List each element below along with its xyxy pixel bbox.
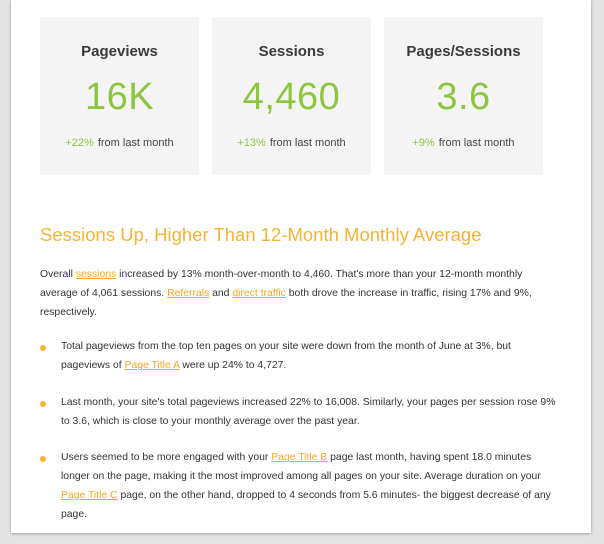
referrals-link[interactable]: Referrals (167, 288, 210, 299)
text-run: Total pageviews from the top ten pages on your site were down from the month of June at 3%, but pageviews of (61, 341, 511, 371)
kpi-value: 16K (84, 76, 155, 118)
bullet-item (61, 448, 561, 524)
page-title-a-link[interactable]: Page Title A (124, 360, 180, 371)
kpi-change (212, 137, 371, 149)
kpi-card-pageviews (40, 17, 199, 175)
kpi-change (40, 137, 199, 149)
intro-paragraph (40, 265, 540, 322)
section-heading: Sessions Up, Higher Than 12-Month Monthly Average (40, 224, 482, 245)
text-run: Users seemed to be more engaged with your (61, 452, 272, 463)
kpi-value: 3.6 (436, 76, 491, 118)
kpi-change-suffix: from last month (97, 137, 174, 149)
kpi-title: Pageviews (81, 43, 158, 60)
kpi-title: Sessions (258, 43, 325, 60)
text-run: page last month, having spent 18.0 minutes longer on the page, making it the most improved among all pages on your site. Average duration on your (61, 452, 541, 482)
kpi-card-pages-per-session (384, 17, 543, 175)
kpi-value: 4,460 (242, 76, 341, 118)
bullet-dot-icon (40, 401, 46, 407)
bullet-dot-icon (40, 456, 46, 462)
sessions-link[interactable]: sessions (75, 269, 117, 280)
kpi-title: Pages/Sessions (406, 43, 521, 60)
kpi-change-suffix: from last month (269, 137, 346, 149)
direct-traffic-link[interactable]: direct traffic (232, 288, 286, 299)
page-title-c-link[interactable]: Page Title C (61, 490, 118, 501)
text-run: increased by 13% month-over-month to 4,460. That's more than your 12-month monthly average of 4,061 sessions. (40, 269, 523, 299)
text-run: and (209, 288, 233, 299)
kpi-change (384, 137, 543, 149)
text-run: Last month, your site's total pageviews increased 22% to 16,008. Similarly, your pages per session rose 9% to 3.6, which is close to your monthly average over the past year. (61, 397, 556, 427)
kpi-change-percent: +9% (412, 137, 435, 149)
report-page (11, 0, 591, 533)
kpi-card-sessions (212, 17, 371, 175)
text-run: page, on the other hand, dropped to 4 seconds from 5.6 minutes- the biggest decrease of any page. (61, 490, 551, 520)
kpi-change-suffix: from last month (438, 137, 515, 149)
text-run: were up 24% to 4,727. (179, 360, 287, 371)
bullet-dot-icon (40, 345, 46, 351)
bullet-item (61, 393, 561, 431)
kpi-change-percent: +13% (237, 137, 266, 149)
page-title-b-link[interactable]: Page Title B (271, 452, 328, 463)
bullet-item (61, 337, 561, 375)
text-run: Overall (40, 269, 76, 280)
text-run: both drove the increase in traffic, rising 17% and 9%, respectively. (40, 288, 532, 318)
kpi-change-percent: +22% (65, 137, 94, 149)
